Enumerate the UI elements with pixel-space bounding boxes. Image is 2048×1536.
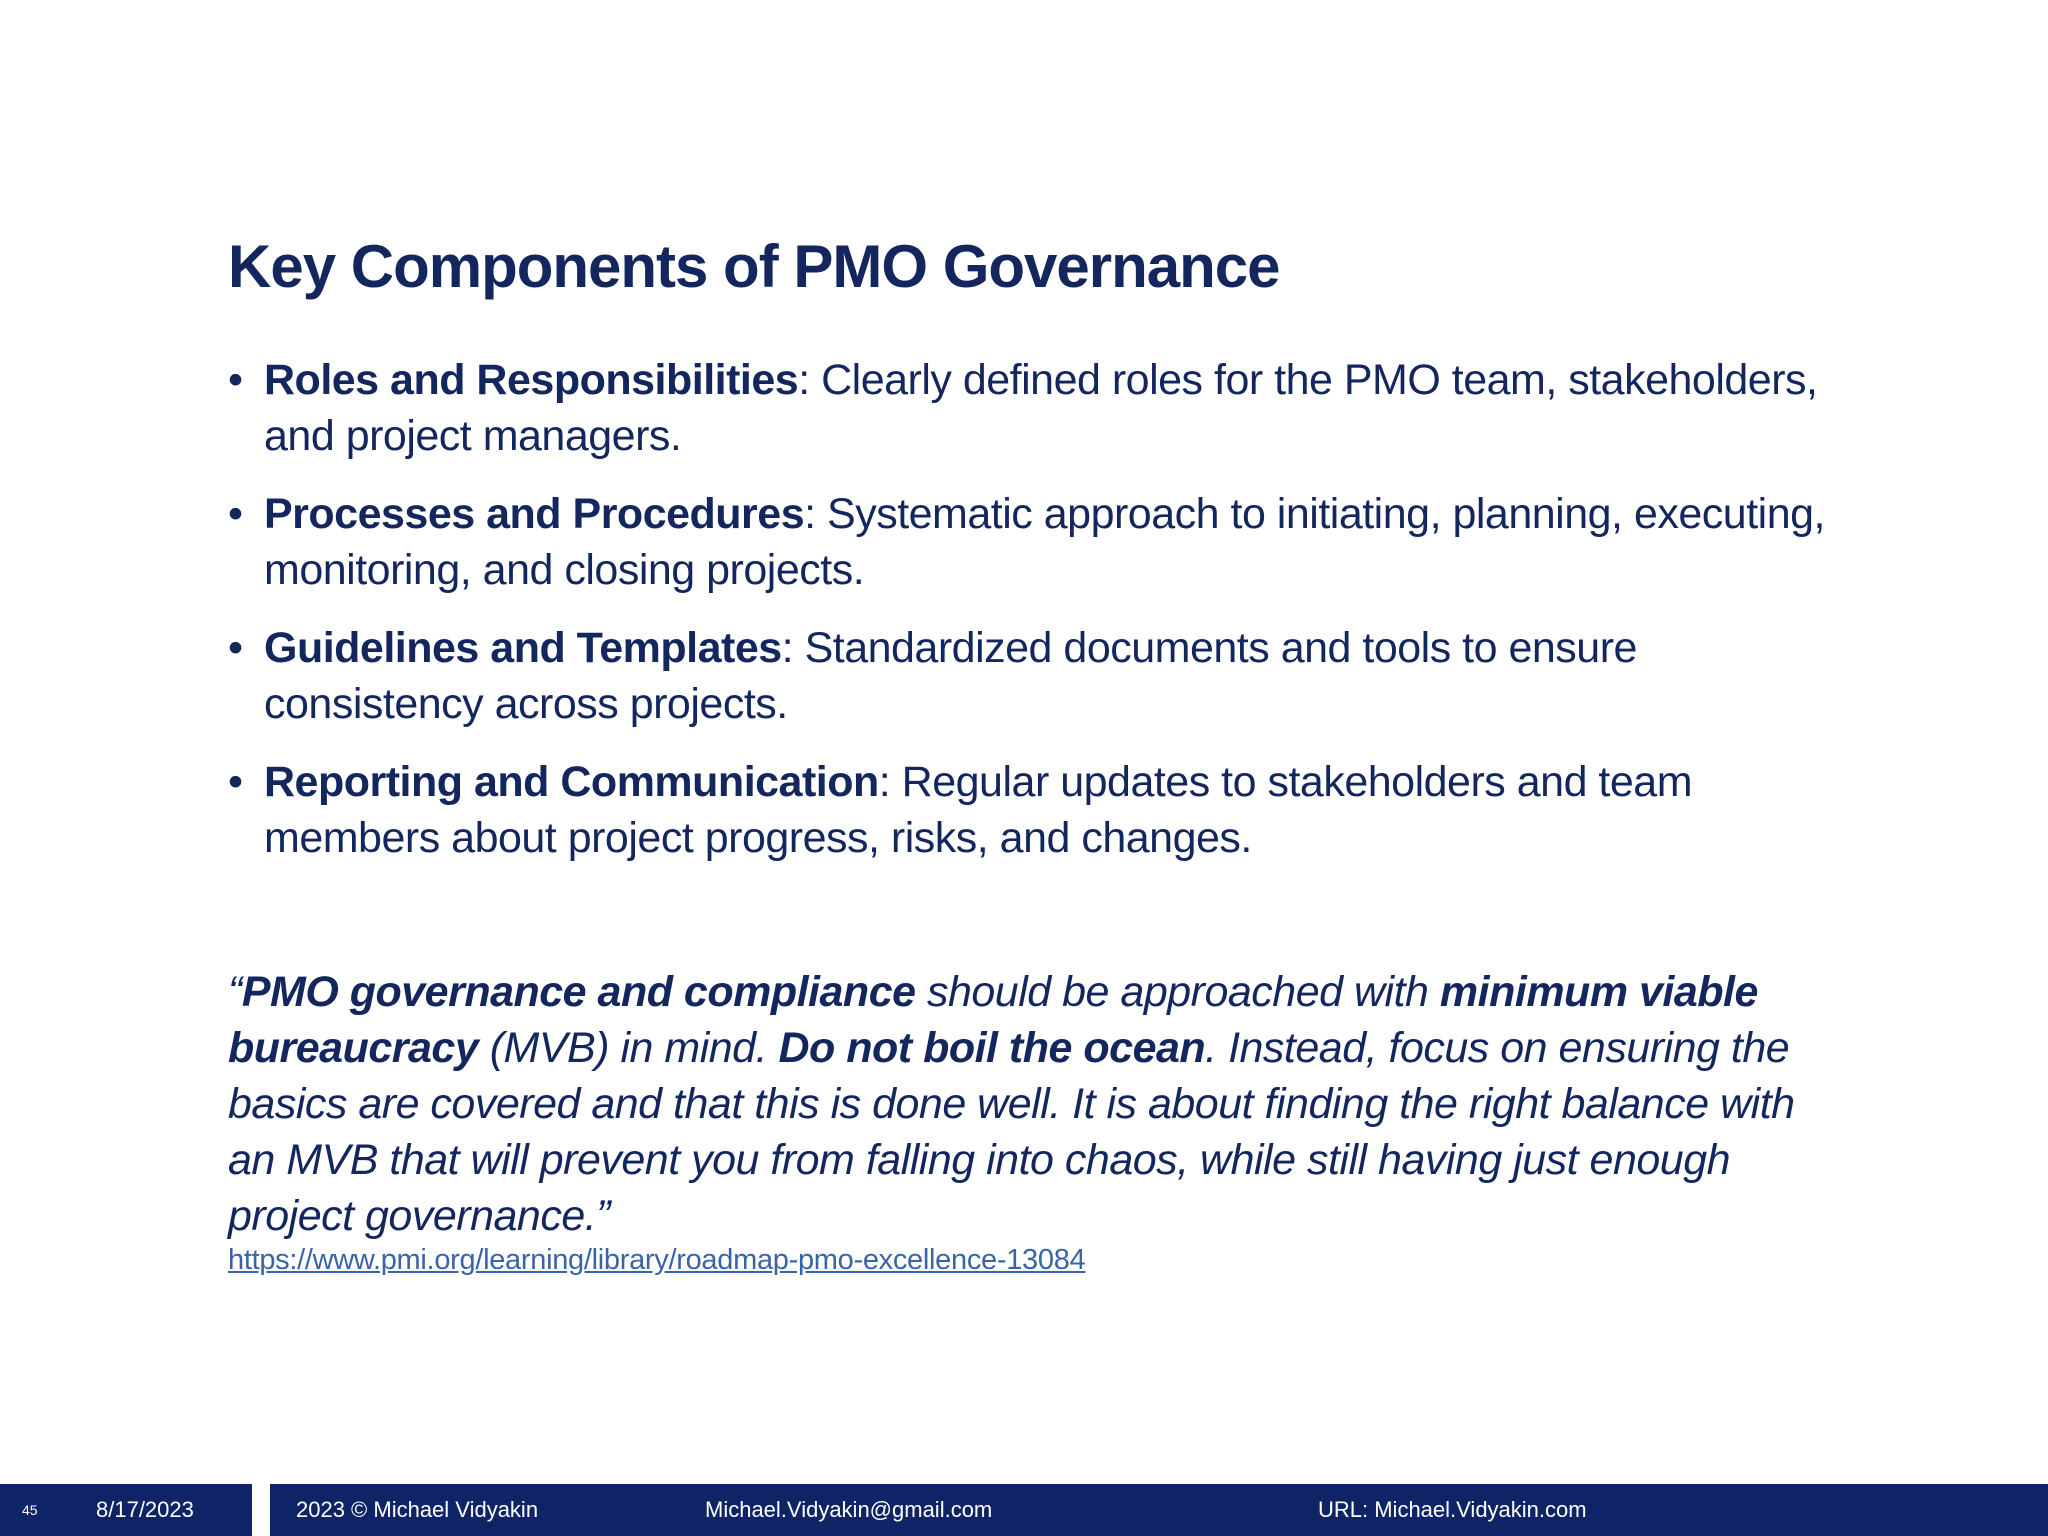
footer-copyright: 2023 © Michael Vidyakin bbox=[296, 1497, 539, 1522]
bullet-item bbox=[228, 620, 1838, 732]
footer-email: Michael.Vidyakin@gmail.com bbox=[705, 1497, 993, 1522]
bullet-term: Roles and Responsibilities bbox=[264, 356, 799, 404]
bullet-dot-icon: • bbox=[228, 624, 243, 672]
quote-bold-1: PMO governance and compliance bbox=[241, 968, 916, 1016]
bullet-text: : Clearly defined roles for the PMO team, stakeholders, and project managers. bbox=[264, 356, 1818, 460]
footer-left-bar bbox=[0, 1484, 252, 1536]
slide-title: Key Components of PMO Governance bbox=[228, 233, 1280, 300]
bullet-term: Reporting and Communication bbox=[264, 758, 879, 806]
footer-date: 8/17/2023 bbox=[96, 1497, 194, 1522]
bullet-term: Processes and Procedures bbox=[264, 490, 805, 538]
quote-bold-3: Do not boil the ocean bbox=[778, 1024, 1206, 1072]
quote-open-mark: “ bbox=[228, 968, 242, 1016]
footer-right-bar bbox=[270, 1484, 2048, 1536]
quote-text-3: . Instead, focus on ensuring the basics are covered and that this is done well. It is about finding the right balance with an MVB that will prevent you from falling into chaos, while still having just enough project governance.” bbox=[228, 1024, 1795, 1240]
slide-number: 45 bbox=[22, 1502, 38, 1518]
bullet-item bbox=[228, 486, 1838, 598]
quote-text-2: (MVB) in mind. bbox=[478, 1024, 779, 1072]
bullet-dot-icon: • bbox=[228, 490, 243, 538]
bullet-text: : Standardized documents and tools to ensure consistency across projects. bbox=[264, 624, 1637, 728]
footer-url: URL: Michael.Vidyakin.com bbox=[1318, 1497, 1587, 1522]
bullet-text: : Regular updates to stakeholders and team members about project progress, risks, and changes. bbox=[264, 758, 1693, 862]
quote-bold-2: minimum viable bureaucracy bbox=[228, 968, 1758, 1072]
bullet-dot-icon: • bbox=[228, 758, 243, 806]
source-link[interactable]: https://www.pmi.org/learning/library/roadmap-pmo-excellence-13084 bbox=[228, 1244, 1086, 1276]
quote-text-1: should be approached with bbox=[915, 968, 1440, 1016]
bullet-item bbox=[228, 754, 1838, 866]
bullet-list bbox=[228, 352, 1838, 888]
bullet-item bbox=[228, 352, 1838, 464]
bullet-text: : Systematic approach to initiating, planning, executing, monitoring, and closing projects. bbox=[264, 490, 1825, 594]
quote-block bbox=[228, 964, 1848, 1244]
bullet-term: Guidelines and Templates bbox=[264, 624, 782, 672]
bullet-dot-icon: • bbox=[228, 356, 243, 404]
